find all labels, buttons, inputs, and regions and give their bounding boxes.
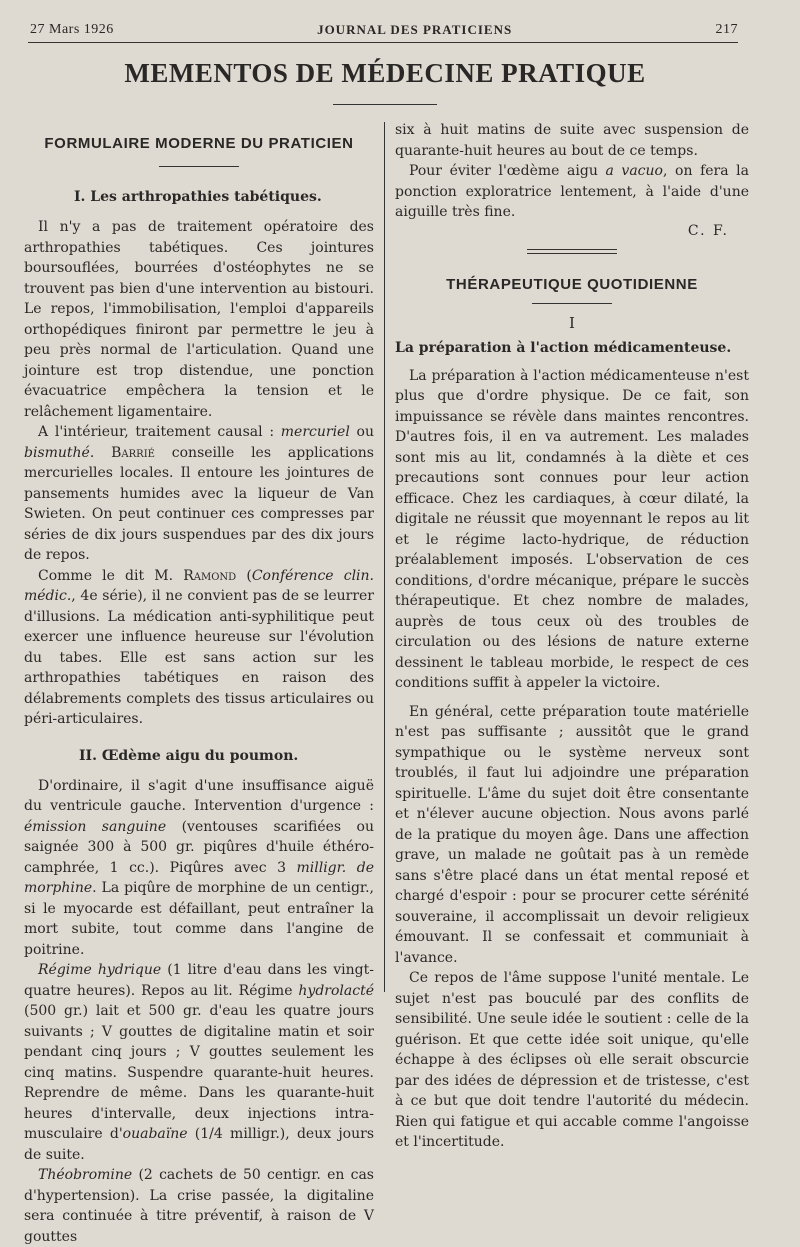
- paragraph: six à huit matins de suite avec suspension de quarante-huit heures au bout de ce temps.: [395, 122, 749, 159]
- title-rule: [333, 104, 437, 105]
- column-divider: [384, 122, 385, 992]
- paragraph: A l'intérieur, traitement causal : mercuriel ou bismuthé. Barrié conseille les applications mercurielles locales. Il entoure les jointures de pansements humides avec la liqueur de Van Swieten. On peut continuer ces compresses par séries de dix jours suspendues par des dix jours de repos.: [24, 424, 374, 563]
- paragraph: En général, cette préparation toute matérielle n'est pas suffisante ; aussitôt que le grand sympathique ou le système nerveux sont troublés, il faut lui adjoindre une préparation spirituelle. L'âme du sujet doit être consentante et n'élever aucune objection. Nous avons parlé de la pratique du moyen âge. Dans une affection grave, un malade ne goûtait pas à un remède sans s'être placé dans un état mental reposé et chargé d'espoir : pour se procurer cette sérénité souveraine, il accomplissait un devoir religieux émouvant. Il se confessait et communiait à l'avance.: [395, 703, 749, 966]
- running-head: [30, 19, 738, 41]
- page-title: MEMENTOS DE MÉDECINE PRATIQUE: [124, 58, 646, 88]
- section-number: I: [569, 313, 575, 332]
- left-column: [24, 120, 374, 1247]
- heading-arthropathies: I. Les arthropathies tabétiques.: [74, 189, 322, 205]
- paragraph: Il n'y a pas de traitement opératoire des arthropathies tabétiques. Ces jointures boursouflées, bourrées d'ostéophytes ne se trouvent pas bien d'une intervention au bistouri. Le repos, l'immobilisation, l'emploi d'appareils orthopédiques finiront par permettre le jeu à peu près normal de l'articulation. Quand une jointure est trop distendue, une ponction évacuatrice empêchera la tension et le relâchement ligamentaire.: [24, 219, 374, 420]
- paragraph: La préparation à l'action médicamenteuse n'est plus que d'ordre physique. De ce fait, son impuissance se révèle dans maintes rencontres. D'autres fois, il en va autrement. Les malades sont mis au lit, condamnés à la diète et ces precautions sont connues pour leur action efficace. Chez les cardiaques, à cœur dilaté, la digitale ne réussit que moyennant le repos au lit et le régime lacto-hydrique, de réduction préalablement imposés. L'observation de ces conditions, d'ordre mécanique, prépare le succès thérapeutique. Et chez nombre de malades, auprès de tous ceux où des troubles de circulation ou des lésions de nature externe dessinent le tableau morbide, le respect de ces conditions suffit à appeler la victoire.: [395, 367, 749, 691]
- issue-date: 27 Mars 1926: [30, 22, 114, 37]
- page-number: 217: [715, 22, 738, 37]
- right-column: [395, 120, 749, 1153]
- author-signature: C. F.: [687, 222, 729, 239]
- section-title-therapeutique: THÉRAPEUTIQUE QUOTIDIENNE: [446, 275, 698, 293]
- paragraph: D'ordinaire, il s'agit d'une insuffisance aiguë du ventricule gauche. Intervention d'urgence : émission sanguine (ventouses scarifiées ou saignée 300 à 500 gr. piqûres d'huile éthéro-camphrée, 1 cc.). Piqûres avec 3 milligr. de morphine. La piqûre de morphine de un centigr., si le myocarde est défaillant, peut entraîner la mort subite, tout comme dans l'angine de poitrine.: [24, 777, 374, 958]
- paragraph: Régime hydrique (1 litre d'eau dans les vingt-quatre heures). Repos au lit. Régime hydrolacté (500 gr.) lait et 500 gr. d'eau les quatre jours suivants ; V gouttes de digitaline matin et soir pendant cinq jours ; V gouttes seulement les cinq matins. Suspendre quarante-huit heures. Reprendre de même. Dans les quarante-huit heures d'intervalle, deux injections intra-musculaire d'ouabaïne (1/4 milligr.), deux jours de suite.: [24, 962, 375, 1163]
- header-rule: [28, 42, 738, 43]
- paragraph: Ce repos de l'âme suppose l'unité mentale. Le sujet n'est pas bouculé par des conflits de sensibilité. Une seule idée le soutient : celle de la guérison. Et que cette idée soit unique, qu'elle échappe à des éclipses où elle serait obscurcie par des idées de dépression et de tristesse, c'est à ce but que doit tendre l'autorité du médecin. Rien qui fatigue et qui accable comme l'angoisse et l'incertitude.: [395, 970, 749, 1150]
- paragraph: Comme le dit M. Ramond (Conférence clin. médic., 4e série), il ne convient pas de se leurrer d'illusions. La médication anti-syphilitique peut exercer une influence heureuse sur l'évolution du tabes. Elle est sans action sur les arthropathies tabétiques en raison des délabrements complets des tissus articulaires ou péri-articulaires.: [24, 567, 374, 727]
- heading-oedeme: II. Œdème aigu du poumon.: [79, 747, 299, 764]
- paragraph: Théobromine (2 cachets de 50 centigr. en cas d'hypertension). La crise passée, la digitaline sera continuée à titre préventif, à raison de V gouttes: [24, 1167, 374, 1245]
- heading-preparation: La préparation à l'action médicamenteuse.: [395, 339, 732, 356]
- section-title-formulaire: FORMULAIRE MODERNE DU PRATICIEN: [44, 135, 354, 152]
- paragraph: Pour éviter l'œdème aigu a vacuo, on fera la ponction exploratrice lentement, à l'aide d'une aiguille très fine.: [395, 163, 750, 220]
- journal-name: JOURNAL DES PRATICIENS: [317, 22, 513, 37]
